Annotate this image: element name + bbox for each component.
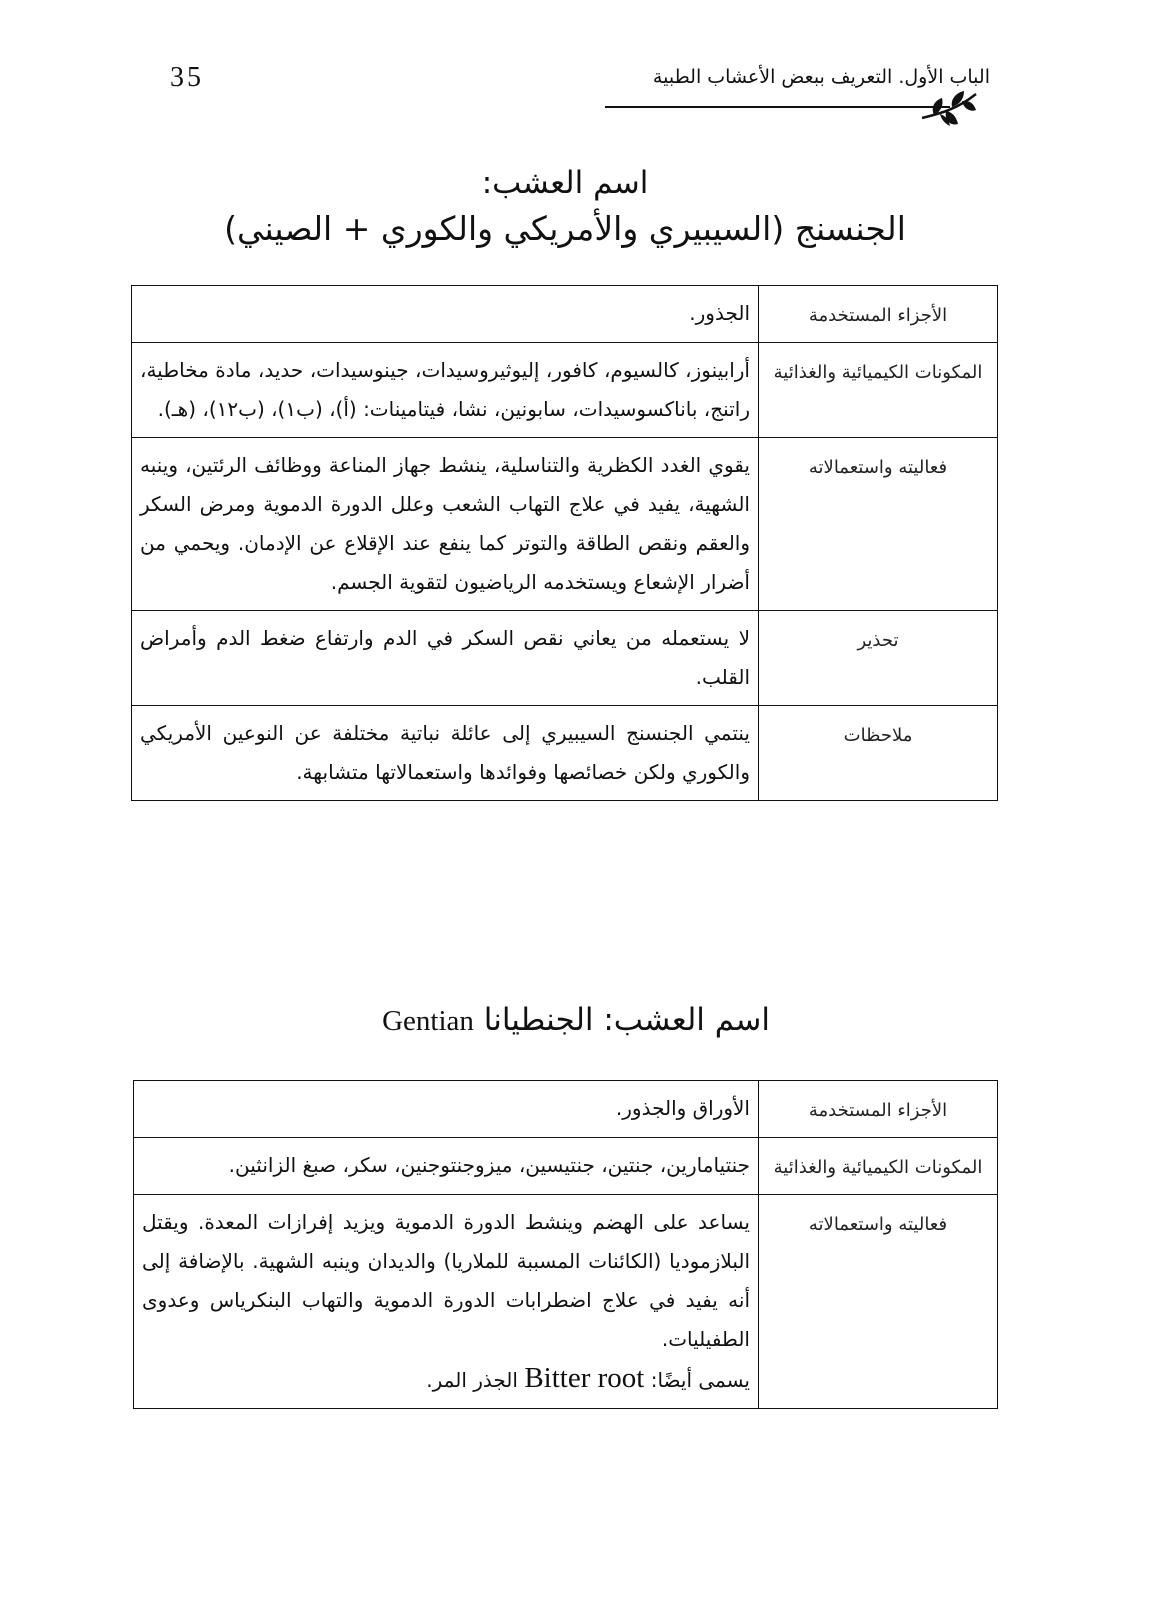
- row-label: فعاليته واستعمالاته: [759, 1195, 998, 1409]
- alias-arabic: الجذر المر.: [426, 1368, 518, 1392]
- row-value: جنتيامارين، جنتين، جنتيسين، ميزوجنتوجنين، سكر، صبغ الزانثين.: [134, 1138, 759, 1195]
- row-label: تحذير: [759, 611, 998, 706]
- row-label: الأجزاء المستخدمة: [759, 286, 998, 343]
- table-row: [134, 1195, 998, 1409]
- table-row: [132, 286, 998, 343]
- leaf-ornament-icon: [920, 88, 978, 128]
- row-value: ينتمي الجنسنج السيبيري إلى عائلة نباتية مختلفة عن النوعين الأمريكي والكوري ولكن خصائصها وفوائدها واستعمالاتها متشابهة.: [132, 706, 759, 801]
- table-row: [134, 1138, 998, 1195]
- alias-prefix: يسمى أيضًا:: [650, 1368, 750, 1392]
- herb2-title: [370, 995, 770, 1046]
- row-value: الجذور.: [132, 286, 759, 343]
- row-label: المكونات الكيميائية والغذائية: [759, 343, 998, 438]
- herb2-title-arabic: اسم العشب: الجنطيانا: [483, 1002, 770, 1038]
- herb1-title-line2: الجنسنج (السيبيري والأمريكي والكوري + الصيني): [224, 209, 906, 248]
- row-value: [134, 1195, 759, 1409]
- row-label: ملاحظات: [759, 706, 998, 801]
- row-label: الأجزاء المستخدمة: [759, 1081, 998, 1138]
- row-value: لا يستعمله من يعاني نقص السكر في الدم وارتفاع ضغط الدم وأمراض القلب.: [132, 611, 759, 706]
- row-value: أرابينوز، كالسيوم، كافور، إليوثيروسيدات، جينوسيدات، حديد، مادة مخاطية، راتنج، باناكسوسيدات، سابونين، نشا، فيتامينات: (أ)، (ب١)، (ب١٢)، (هـ).: [132, 343, 759, 438]
- row-value-text: يساعد على الهضم وينشط الدورة الدموية ويزيد إفرازات المعدة. ويقتل البلازموديا (الكائنات المسببة للملاريا) والديدان وينبه الشهية. بالإضافة إلى أنه يفيد في علاج اضطرابات الدورة الدموية والتهاب البنكرياس وعدوى الطفيليات.: [142, 1210, 750, 1351]
- row-label: فعاليته واستعمالاته: [759, 438, 998, 611]
- row-label: المكونات الكيميائية والغذائية: [759, 1138, 998, 1195]
- herb1-title-line1: اسم العشب:: [481, 165, 649, 201]
- table-row: [132, 706, 998, 801]
- table-row: [132, 343, 998, 438]
- table-row: [132, 611, 998, 706]
- alias-line: [142, 1359, 750, 1400]
- running-header: [595, 66, 990, 88]
- alias-latin: Bitter root: [524, 1362, 645, 1394]
- herb1-table: [131, 285, 998, 801]
- table-row: [134, 1081, 998, 1138]
- herb1-title: [130, 160, 1000, 252]
- page-number: 35: [170, 62, 204, 93]
- row-value: يقوي الغدد الكظرية والتناسلية، ينشط جهاز المناعة ووظائف الرئتين، وينبه الشهية، يفيد في علاج التهاب الشعب وعلل الدورة الدموية ومرض السكر والعقم ونقص الطاقة والتوتر كما ينفع عند الإقلاع عن الإدمان. ويحمي من أضرار الإشعاع ويستخدمه الرياضيون لتقوية الجسم.: [132, 438, 759, 611]
- header-rule: [605, 106, 950, 108]
- herb2-table: [133, 1080, 998, 1409]
- table-row: [132, 438, 998, 611]
- row-value: الأوراق والجذور.: [134, 1081, 759, 1138]
- running-header-text: الباب الأول. التعريف ببعض الأعشاب الطبية: [652, 66, 990, 88]
- herb2-title-latin: Gentian: [382, 1005, 474, 1037]
